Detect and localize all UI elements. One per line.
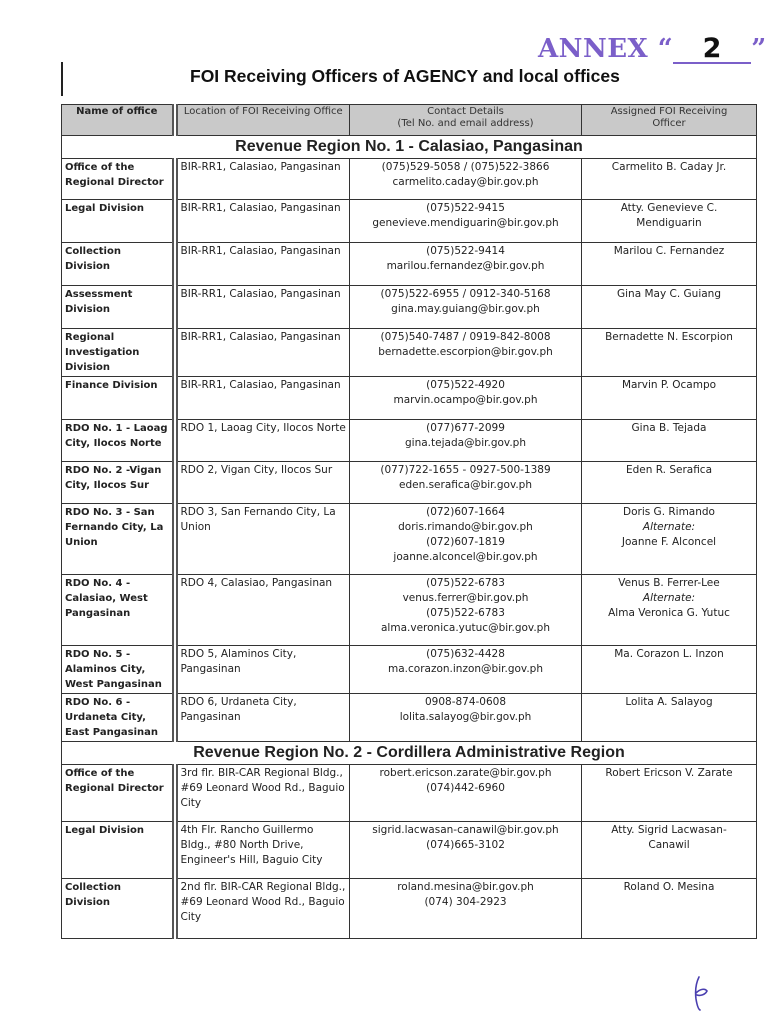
table-row xyxy=(62,286,757,329)
header-officer-line-1: Assigned FOI Receiving xyxy=(610,106,728,117)
officer-name: Roland O. Mesina xyxy=(623,881,715,893)
region-header-row xyxy=(62,742,757,765)
office-name-cell: Finance Division xyxy=(62,377,175,420)
contact-line: gina.may.guiang@bir.gov.ph xyxy=(391,303,540,315)
contact-details-cell xyxy=(350,504,582,575)
region-header-row xyxy=(62,136,757,159)
office-location-cell: RDO 4, Calasiao, Pangasinan xyxy=(175,575,350,646)
contact-details-cell xyxy=(350,462,582,504)
table-row xyxy=(62,765,757,822)
officer-name: Canawil xyxy=(648,839,690,851)
officer-name: Gina B. Tejada xyxy=(631,422,707,434)
document-title: FOI Receiving Officers of AGENCY and local offices xyxy=(190,66,620,86)
contact-line: genevieve.mendiguarin@bir.gov.ph xyxy=(372,217,559,229)
annex-close-quote: ” xyxy=(751,34,767,64)
office-location-cell: RDO 3, San Fernando City, La Union xyxy=(175,504,350,575)
officer-name: Bernadette N. Escorpion xyxy=(605,331,733,343)
alternate-label: Alternate: xyxy=(642,521,696,533)
contact-line: gina.tejada@bir.gov.ph xyxy=(405,437,526,449)
office-name-cell: Office of the Regional Director xyxy=(62,765,175,822)
assigned-officer-cell xyxy=(582,879,757,939)
assigned-officer-cell xyxy=(582,200,757,243)
contact-line: (075)522-6955 / 0912-340-5168 xyxy=(380,288,551,300)
table-row xyxy=(62,822,757,879)
contact-details-cell xyxy=(350,377,582,420)
contact-line: (075)522-6783 xyxy=(426,577,505,589)
contact-line: (077)722-1655 - 0927-500-1389 xyxy=(380,464,551,476)
contact-line: (075)529-5058 / (075)522-3866 xyxy=(381,161,550,173)
office-name-cell: Legal Division xyxy=(62,200,175,243)
contact-line: 0908-874-0608 xyxy=(424,696,507,708)
contact-line: (075)522-9414 xyxy=(426,245,505,257)
contact-details-cell xyxy=(350,822,582,879)
office-name-cell: RDO No. 4 - Calasiao, West Pangasinan xyxy=(62,575,175,646)
contact-line: sigrid.lacwasan-canawil@bir.gov.ph xyxy=(372,824,559,836)
contact-line: (074) 304-2923 xyxy=(424,896,507,908)
office-location-cell: BIR-RR1, Calasiao, Pangasinan xyxy=(175,377,350,420)
office-name-cell: RDO No. 5 - Alaminos City, West Pangasinan xyxy=(62,646,175,694)
contact-line: marilou.fernandez@bir.gov.ph xyxy=(386,260,545,272)
contact-line: (074)442-6960 xyxy=(426,782,505,794)
officer-name: Venus B. Ferrer-Lee xyxy=(618,577,720,589)
office-location-cell: RDO 2, Vigan City, Ilocos Sur xyxy=(175,462,350,504)
table-row xyxy=(62,420,757,462)
contact-line: venus.ferrer@bir.gov.ph xyxy=(402,592,529,604)
contact-line: joanne.alconcel@bir.gov.ph xyxy=(393,551,538,563)
officer-name: Eden R. Serafica xyxy=(625,464,713,476)
office-location-cell: BIR-RR1, Calasiao, Pangasinan xyxy=(175,159,350,200)
contact-line: eden.serafica@bir.gov.ph xyxy=(399,479,532,491)
office-location-cell: RDO 1, Laoag City, Ilocos Norte xyxy=(175,420,350,462)
assigned-officer-cell xyxy=(582,765,757,822)
office-name-cell: Regional Investigation Division xyxy=(62,329,175,377)
assigned-officer-cell xyxy=(582,243,757,286)
header-contact xyxy=(350,105,582,136)
annex-label xyxy=(538,34,767,64)
office-name-cell: RDO No. 1 - Laoag City, Ilocos Norte xyxy=(62,420,175,462)
officer-name: Doris G. Rimando xyxy=(623,506,715,518)
table-row xyxy=(62,879,757,939)
contact-line: (072)607-1664 xyxy=(426,506,505,518)
assigned-officer-cell xyxy=(582,159,757,200)
contact-details-cell xyxy=(350,765,582,822)
officer-name: Gina May C. Guiang xyxy=(617,288,721,300)
header-location: Location of FOI Receiving Office xyxy=(175,105,350,136)
header-contact-line-2: (Tel No. and email address) xyxy=(397,118,534,129)
office-name-cell: Legal Division xyxy=(62,822,175,879)
assigned-officer-cell xyxy=(582,462,757,504)
contact-line: (077)677-2099 xyxy=(426,422,505,434)
contact-details-cell xyxy=(350,159,582,200)
contact-line: roland.mesina@bir.gov.ph xyxy=(397,881,534,893)
office-location-cell: BIR-RR1, Calasiao, Pangasinan xyxy=(175,243,350,286)
office-location-cell: 2nd flr. BIR-CAR Regional Bldg., #69 Leonard Wood Rd., Baguio City xyxy=(175,879,350,939)
office-name-cell: Assessment Division xyxy=(62,286,175,329)
office-location-cell: BIR-RR1, Calasiao, Pangasinan xyxy=(175,200,350,243)
office-name-cell: RDO No. 2 -Vigan City, Ilocos Sur xyxy=(62,462,175,504)
office-location-cell: BIR-RR1, Calasiao, Pangasinan xyxy=(175,286,350,329)
office-location-cell: RDO 6, Urdaneta City, Pangasinan xyxy=(175,694,350,742)
contact-line: (075)522-6783 xyxy=(426,607,505,619)
office-location-cell: 3rd flr. BIR-CAR Regional Bldg., #69 Leonard Wood Rd., Baguio City xyxy=(175,765,350,822)
contact-details-cell xyxy=(350,646,582,694)
assigned-officer-cell xyxy=(582,329,757,377)
officer-name: Carmelito B. Caday Jr. xyxy=(611,161,727,173)
contact-line: carmelito.caday@bir.gov.ph xyxy=(392,176,539,188)
table-row xyxy=(62,646,757,694)
table-body xyxy=(62,136,757,939)
office-name-cell: RDO No. 3 - San Fernando City, La Union xyxy=(62,504,175,575)
office-name-cell: Collection Division xyxy=(62,243,175,286)
contact-line: (075)522-4920 xyxy=(426,379,505,391)
officer-name: Atty. Sigrid Lacwasan- xyxy=(611,824,727,836)
table-row xyxy=(62,200,757,243)
assigned-officer-cell xyxy=(582,286,757,329)
contact-line: bernadette.escorpion@bir.gov.ph xyxy=(378,346,553,358)
office-location-cell: 4th Flr. Rancho Guillermo Bldg., #80 North Drive, Engineer's Hill, Baguio City xyxy=(175,822,350,879)
assigned-officer-cell xyxy=(582,822,757,879)
officer-name: Ma. Corazon L. Inzon xyxy=(614,648,724,660)
contact-line: (075)540-7487 / 0919-842-8008 xyxy=(380,331,551,343)
header-contact-line-1: Contact Details xyxy=(427,106,504,117)
table-row xyxy=(62,462,757,504)
table-row xyxy=(62,575,757,646)
contact-line: (075)522-9415 xyxy=(426,202,505,214)
header-name-of-office: Name of office xyxy=(62,105,175,136)
annex-open-quote: “ xyxy=(657,34,674,64)
assigned-officer-cell xyxy=(582,504,757,575)
contact-details-cell xyxy=(350,694,582,742)
officer-name: Marilou C. Fernandez xyxy=(613,245,725,257)
office-location-cell: BIR-RR1, Calasiao, Pangasinan xyxy=(175,329,350,377)
officer-name: Robert Ericson V. Zarate xyxy=(605,767,733,779)
office-name-cell: RDO No. 6 - Urdaneta City, East Pangasinan xyxy=(62,694,175,742)
table-row xyxy=(62,504,757,575)
margin-bar xyxy=(61,62,63,96)
officer-name: Marvin P. Ocampo xyxy=(621,379,717,391)
contact-line: lolita.salayog@bir.gov.ph xyxy=(399,711,532,723)
handwritten-mark xyxy=(690,975,712,1011)
table-row xyxy=(62,377,757,420)
contact-details-cell xyxy=(350,200,582,243)
header-officer xyxy=(582,105,757,136)
annex-word: ANNEX xyxy=(538,34,649,64)
assigned-officer-cell xyxy=(582,420,757,462)
assigned-officer-cell xyxy=(582,694,757,742)
contact-details-cell xyxy=(350,243,582,286)
contact-line: ma.corazon.inzon@bir.gov.ph xyxy=(388,663,543,675)
contact-line: (072)607-1819 xyxy=(426,536,505,548)
officer-name: Atty. Genevieve C. xyxy=(620,202,718,214)
officer-name: Mendiguarin xyxy=(636,217,702,229)
table-row xyxy=(62,159,757,200)
contact-line: marvin.ocampo@bir.gov.ph xyxy=(393,394,538,406)
contact-details-cell xyxy=(350,329,582,377)
contact-details-cell xyxy=(350,879,582,939)
region-title: Revenue Region No. 2 - Cordillera Administrative Region xyxy=(62,742,757,765)
contact-details-cell xyxy=(350,575,582,646)
office-location-cell: RDO 5, Alaminos City, Pangasinan xyxy=(175,646,350,694)
contact-line: alma.veronica.yutuc@bir.gov.ph xyxy=(381,622,550,634)
table-row xyxy=(62,329,757,377)
annex-number: 2 xyxy=(673,36,751,64)
table-row xyxy=(62,243,757,286)
assigned-officer-cell xyxy=(582,377,757,420)
office-name-cell: Office of the Regional Director xyxy=(62,159,175,200)
assigned-officer-cell xyxy=(582,646,757,694)
contact-details-cell xyxy=(350,420,582,462)
officer-name: Lolita A. Salayog xyxy=(625,696,713,708)
office-name-cell: Collection Division xyxy=(62,879,175,939)
region-title: Revenue Region No. 1 - Calasiao, Pangasinan xyxy=(62,136,757,159)
contact-line: (074)665-3102 xyxy=(426,839,505,851)
table-header-row xyxy=(62,105,757,136)
foi-officers-table xyxy=(61,104,757,939)
table-row xyxy=(62,694,757,742)
header-officer-line-2: Officer xyxy=(652,118,686,129)
officer-name: Alma Veronica G. Yutuc xyxy=(608,607,730,619)
alternate-label: Alternate: xyxy=(642,592,696,604)
contact-line: robert.ericson.zarate@bir.gov.ph xyxy=(379,767,552,779)
assigned-officer-cell xyxy=(582,575,757,646)
contact-line: (075)632-4428 xyxy=(426,648,505,660)
contact-details-cell xyxy=(350,286,582,329)
contact-line: doris.rimando@bir.gov.ph xyxy=(398,521,533,533)
officer-name: Joanne F. Alconcel xyxy=(621,536,717,548)
